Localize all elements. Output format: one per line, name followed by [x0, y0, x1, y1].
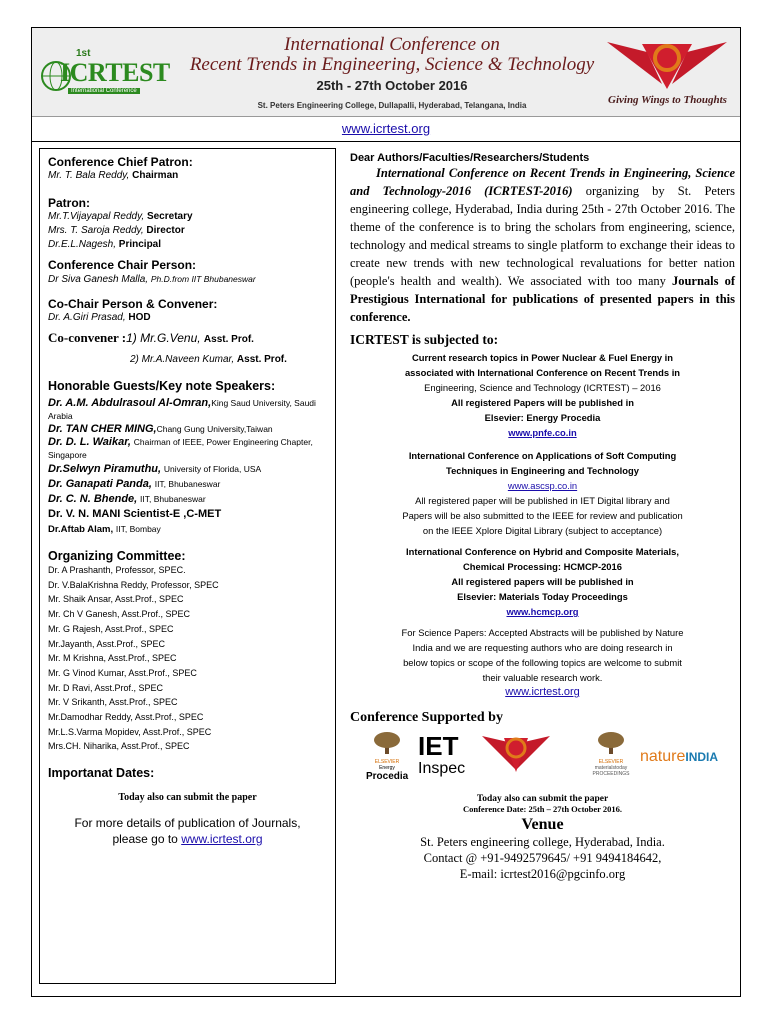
block4-line: For Science Papers: Accepted Abstracts will be published by Nature [401, 627, 684, 638]
block2-line: International Conference on Applications of Soft Computing [408, 450, 677, 461]
tree-icon [372, 732, 402, 754]
org-member: Mr. G Rajesh, Asst.Prof., SPEC [48, 623, 174, 634]
ascsp-link[interactable]: www.ascsp.co.in [507, 480, 578, 491]
cochair-role: HOD [128, 312, 151, 323]
logo-name: ICRTEST [60, 58, 170, 87]
speaker-item: Dr. D. L. Waikar, Chairman of IEEE, Power Engineering Chapter, Singapore [48, 436, 313, 460]
coconvener-label: Co-convener : [48, 330, 127, 345]
wings-emblem-icon [480, 732, 552, 776]
patron-item: Mr.T.Vijayapal Reddy, Secretary [48, 211, 193, 222]
logo-1st: 1st [76, 48, 91, 59]
patron-heading: Patron: [48, 196, 90, 210]
block1-line: Elsevier: Energy Procedia [484, 412, 601, 423]
patron-item: Dr.E.L.Nagesh, Principal [48, 239, 162, 250]
block4-line: India and we are requesting authors who are doing research in [412, 642, 673, 653]
speaker-item: Dr. TAN CHER MING,Chang Gung University,Taiwan [48, 423, 273, 435]
speaker-item: Dr. V. N. MANI Scientist-E ,C-MET [48, 508, 222, 520]
venue-line: St. Peters engineering college, Hyderabad, India. [420, 835, 665, 849]
org-member: Mr. V Srikanth, Asst.Prof., SPEC [48, 697, 178, 708]
more-details-link[interactable]: www.icrtest.org [181, 832, 263, 847]
dates-note: Today also can submit the paper [118, 792, 257, 804]
chair-name: Dr Siva Ganesh Malla, [48, 274, 149, 285]
wings-emblem-icon [602, 34, 732, 92]
more-details-line: For more details of publication of Journals, [74, 816, 301, 831]
website-link[interactable]: www.icrtest.org [341, 121, 431, 136]
poster-header [32, 28, 740, 117]
speaker-item: Dr.Selwyn Piramuthu, University of Florida, USA [48, 463, 262, 475]
committee-column [39, 148, 336, 984]
org-member: Mr. D Ravi, Asst.Prof., SPEC [48, 682, 164, 693]
college-logo [602, 34, 742, 114]
supported-heading: Conference Supported by [350, 710, 503, 725]
intro-body: organizing by St. Peters engineering college, Hyderabad, India during 25th - 27th October 2016. The theme of the conference is to bring the scholars from engineering, science, technology and medical streams to single platform to exchange their ideas to create new trends with new technological revaluations for better nation (people's health and wealth). We associated with too many [350, 184, 735, 288]
intro-bold: Journals of Prestigious International for publications of presented papers in this conference. [350, 274, 736, 324]
block4-line: their valuable research work. [482, 672, 603, 683]
conference-title-line1: International Conference on [284, 34, 500, 55]
intro-paragraph [350, 164, 735, 326]
poster-frame [31, 27, 741, 997]
info-column [350, 148, 735, 988]
sponsor-logos [350, 732, 735, 792]
org-member: Mr.Jayanth, Asst.Prof., SPEC [48, 638, 166, 649]
icrtest-logo [38, 50, 188, 100]
block1-line: All registered Papers will be published in [451, 397, 634, 408]
cochair-heading: Co-Chair Person & Convener: [48, 297, 218, 311]
dates-heading: Importanat Dates: [48, 766, 155, 781]
block2-line: Papers will be also submitted to the IEEE for review and publication [402, 510, 683, 521]
block2-line: All registered paper will be published in IET Digital library and [415, 495, 670, 506]
organizing-heading: Organizing Committee: [48, 549, 186, 563]
submit-note: Today also can submit the paper [476, 794, 609, 804]
iet-inspec-logo: IET Inspec [418, 731, 466, 777]
block2-line: on the IEEE Xplore Digital Library (subject to acceptance) [422, 525, 663, 536]
conference-venue: St. Peters Engineering College, Dullapalli, Hyderabad, Telangana, India [257, 101, 527, 110]
icrtest-link[interactable]: www.icrtest.org [505, 686, 580, 698]
block3-line: International Conference on Hybrid and Composite Materials, [406, 546, 679, 557]
block1-line: associated with International Conference on Recent Trends in [404, 367, 681, 378]
website-bar [32, 116, 740, 142]
contact-line: Contact @ +91-9492579645/ +91 9494184642, [423, 851, 662, 865]
org-member: Mr. Ch V Ganesh, Asst.Prof., SPEC [48, 609, 191, 620]
chief-patron-name: Mr. T. Bala Reddy, [48, 170, 130, 181]
speaker-item: Dr.Aftab Alam, IIT, Bombay [48, 524, 161, 535]
tree-icon [596, 732, 626, 754]
venue-heading: Venue [521, 816, 564, 833]
chief-patron-role: Chairman [132, 170, 179, 181]
block1-line: Current research topics in Power Nuclear & Fuel Energy in [411, 352, 673, 363]
org-member: Mr. G Vinod Kumar, Asst.Prof., SPEC [48, 667, 197, 678]
block3-line: All registered papers will be published in [451, 576, 634, 587]
intro-title: International Conference on Recent Trends in Engineering, Science and Technology-2016 (ICRTEST-2016) [350, 166, 735, 198]
elsevier-materials-logo: ELSEVIER materialstoday PROCEEDINGS [588, 732, 634, 790]
logo-sub: International Conference [68, 88, 140, 94]
elsevier-procedia-logo: ELSEVIER Energy Procedia [366, 732, 408, 790]
cochair-name: Dr. A.Giri Prasad, [48, 312, 126, 323]
chief-patron-heading: Conference Chief Patron: [48, 155, 193, 169]
org-member: Dr. A Prashanth, Professor, SPEC. [48, 565, 186, 575]
block4-line: below topics or scope of the following topics are welcome to submit [403, 657, 682, 668]
speaker-item: Dr. C. N. Bhende, IIT, Bhubaneswar [48, 493, 206, 505]
nature-india-logo: natureINDIA [640, 748, 719, 765]
org-member: Mrs.CH. Niharika, Asst.Prof., SPEC [48, 741, 190, 752]
block2-line: Techniques in Engineering and Technology [446, 465, 639, 476]
org-member: Mr. Shaik Ansar, Asst.Prof., SPEC [48, 594, 184, 605]
org-member: Dr. V.BalaKrishna Reddy, Professor, SPEC [48, 579, 219, 590]
speakers-heading: Honorable Guests/Key note Speakers: [48, 379, 276, 393]
org-member: Mr. M Krishna, Asst.Prof., SPEC [48, 653, 177, 664]
org-member: Mr.Damodhar Reddy, Asst.Prof., SPEC [48, 712, 204, 723]
speaker-item: Dr. A.M. Abdulrasoul Al-Omran,King Saud University, Saudi Arabia [48, 397, 316, 421]
block3-line: Chemical Processing: HCMCP-2016 [463, 561, 622, 572]
org-member: Mr.L.S.Varma Mopidev, Asst.Prof., SPEC [48, 726, 212, 737]
hcmcp-link[interactable]: www.hcmcp.org [506, 606, 579, 617]
chair-heading: Conference Chair Person: [48, 258, 197, 272]
speaker-item: Dr. Ganapati Panda, IIT, Bhubaneswar [48, 478, 221, 490]
email-line: E-mail: icrtest2016@pgcinfo.org [459, 867, 626, 881]
patron-item: Mrs. T. Saroja Reddy, Director [48, 225, 185, 236]
block3-line: Elsevier: Materials Today Proceedings [457, 591, 628, 602]
block1-line: Engineering, Science and Technology (ICRTEST) – 2016 [424, 382, 661, 393]
conference-date: Conference Date: 25th – 27th October 2016. [462, 804, 623, 814]
coconvener-1-role: Asst. Prof. [203, 334, 254, 345]
pnfe-link[interactable]: www.pnfe.co.in [508, 427, 577, 438]
conference-dates: 25th - 27th October 2016 [316, 78, 468, 93]
more-details-prefix: please go to [112, 832, 178, 847]
subject-heading: ICRTEST is subjected to: [350, 332, 499, 347]
coconvener-2: 2) Mr.A.Naveen Kumar, [130, 354, 235, 365]
greeting: Dear Authors/Faculties/Researchers/Students [350, 152, 590, 164]
coconvener-1: 1) Mr.G.Venu, [126, 331, 201, 345]
conference-title-line2: Recent Trends in Engineering, Science & Technology [189, 54, 595, 75]
chair-note: Ph.D.from IIT Bhubaneswar [150, 274, 256, 284]
coconvener-2-role: Asst. Prof. [236, 354, 287, 365]
college-tagline: Giving Wings to Thoughts [608, 94, 727, 106]
